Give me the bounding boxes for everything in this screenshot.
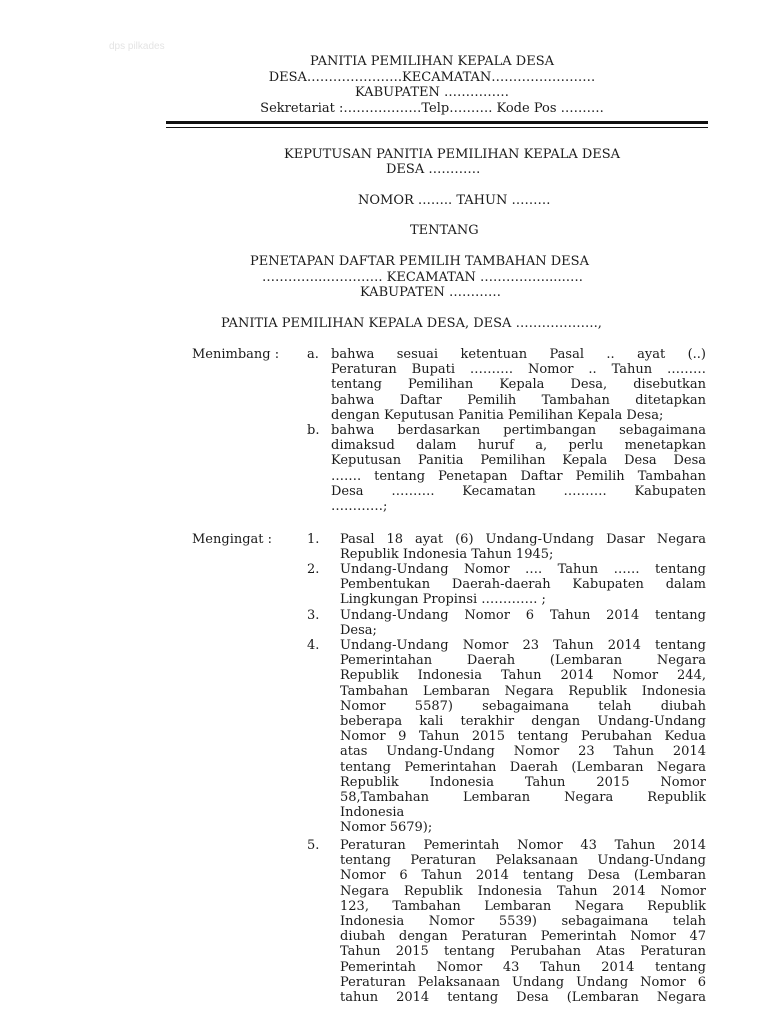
mengingat-item-4 [340,638,706,836]
committee-statement: PANITIA PEMILIHAN KEPALA DESA, DESA ………………., [221,316,602,331]
decree-subject: PENETAPAN DAFTAR PEMILIH TAMBAHAN DESA [250,254,589,269]
mengingat-item-3 [340,608,706,638]
mengingat-marker-1: 1. [307,532,320,547]
text-line: Peraturan Bupati ………. Nomor .. Tahun ……… [331,362,706,378]
mengingat-label: Mengingat : [192,532,273,547]
text-line: Pembentukan Daerah-daerah Kabupaten dalam [340,577,706,593]
header-committee: PANITIA PEMILIHAN KEPALA DESA [310,54,554,69]
text-line: bahwa berdasarkan pertimbangan sebagaimana [331,423,706,438]
text-line: 123, Tambahan Lembaran Negara Republik [340,898,706,914]
text-line: 58,Tambahan Lembaran Negara Republik [340,790,706,806]
text-line: diubah dengan Peraturan Pemerintah Nomor 47 [340,929,706,945]
text-line: dengan Keputusan Panitia Pemilihan Kepala Desa; [331,407,664,423]
text-line: Undang-Undang Nomor …. Tahun …… tentang [340,562,706,577]
mengingat-marker-2: 2. [307,562,320,577]
text-line: atas Undang-Undang Nomor 23 Tahun 2014 [340,744,706,760]
text-line: bahwa Daftar Pemilih Tambahan ditetapkan [331,392,706,408]
text-line: Nomor 9 Tahun 2015 tentang Perubahan Kedua [340,729,706,745]
watermark: dps pilkades [109,41,165,52]
menimbang-label: Menimbang : [192,347,280,362]
decree-subject-location: …………...…………. KECAMATAN …………….....…. [262,270,583,285]
header-rule-thick [166,121,708,124]
text-line: Desa ………. Kecamatan ………. Kabupaten [331,483,706,499]
text-line: Peraturan Pemerintah Nomor 43 Tahun 2014 [340,838,706,853]
text-line: Desa; [340,623,377,639]
text-line: Lingkungan Propinsi …………. ; [340,592,546,608]
text-line: Pasal 18 ayat (6) Undang-Undang Dasar Negara [340,532,706,547]
mengingat-item-5 [340,838,706,1005]
mengingat-marker-5: 5. [307,838,320,853]
mengingat-item-2 [340,562,706,608]
text-line: beberapa kali terakhir dengan Undang-Undang [340,714,706,730]
text-line: tentang Pemerintahan Daerah (Lembaran Negara [340,759,706,775]
text-line: Undang-Undang Nomor 6 Tahun 2014 tentang [340,608,706,623]
text-line: Keputusan Panitia Pemilihan Kepala Desa Desa [331,453,706,469]
text-line: Nomor 5679); [340,820,433,836]
menimbang-marker-a: a. [307,347,319,362]
menimbang-item-b [331,423,706,514]
menimbang-item-a [331,347,706,423]
text-line: Republik Indonesia Tahun 1945; [340,547,554,563]
header-desa-kecamatan: DESA………………….KECAMATAN…………………… [268,70,596,85]
mengingat-marker-3: 3. [307,608,320,623]
text-line: dimaksud dalam huruf a, perlu menetapkan [331,438,706,454]
mengingat-marker-4: 4. [307,638,320,653]
decree-number: NOMOR …….. TAHUN ……… [358,193,551,208]
text-line: Indonesia [340,805,405,821]
text-line: Pemerintahan Daerah (Lembaran Negara [340,653,706,669]
decree-tentang: TENTANG [410,223,479,238]
header-kabupaten: KABUPATEN …………… [355,85,509,100]
text-line: bahwa sesuai ketentuan Pasal .. ayat (..) [331,347,706,362]
decree-title: KEPUTUSAN PANITIA PEMILIHAN KEPALA DESA [284,147,621,162]
text-line: Pemerintah Nomor 43 Tahun 2014 tentang [340,959,706,975]
text-line: tentang Peraturan Pelaksanaan Undang-Undang [340,853,706,869]
text-line: Nomor 6 Tahun 2014 tentang Desa (Lembaran [340,868,706,884]
text-line: Republik Indonesia Tahun 2015 Nomor [340,774,706,790]
text-line: Undang-Undang Nomor 23 Tahun 2014 tentang [340,638,706,653]
text-line: …………; [331,499,388,515]
header-secretariat: Sekretariat :………………Telp………. Kode Pos ………. [260,101,604,116]
text-line: Republik Indonesia Tahun 2014 Nomor 244, [340,668,706,684]
decree-subject-kabupaten: KABUPATEN ………… [360,285,501,300]
text-line: ……. tentang Penetapan Daftar Pemilih Tambahan [331,468,706,484]
header-rule-thin [166,127,708,128]
text-line: Tahun 2015 tentang Perubahan Atas Peraturan [340,944,706,960]
decree-desa: DESA ………… [386,162,481,177]
text-line: tahun 2014 tentang Desa (Lembaran Negara [340,990,706,1006]
text-line: Nomor 5587) sebagaimana telah diubah [340,698,706,714]
text-line: tentang Pemilihan Kepala Desa, disebutkan [331,377,706,393]
menimbang-marker-b: b. [307,423,320,438]
text-line: Indonesia Nomor 5539) sebagaimana telah [340,914,706,930]
mengingat-item-1 [340,532,706,562]
text-line: Peraturan Pelaksanaan Undang Undang Nomor 6 [340,974,706,990]
text-line: Negara Republik Indonesia Tahun 2014 Nomor [340,883,706,899]
text-line: Tambahan Lembaran Negara Republik Indonesia [340,683,706,699]
